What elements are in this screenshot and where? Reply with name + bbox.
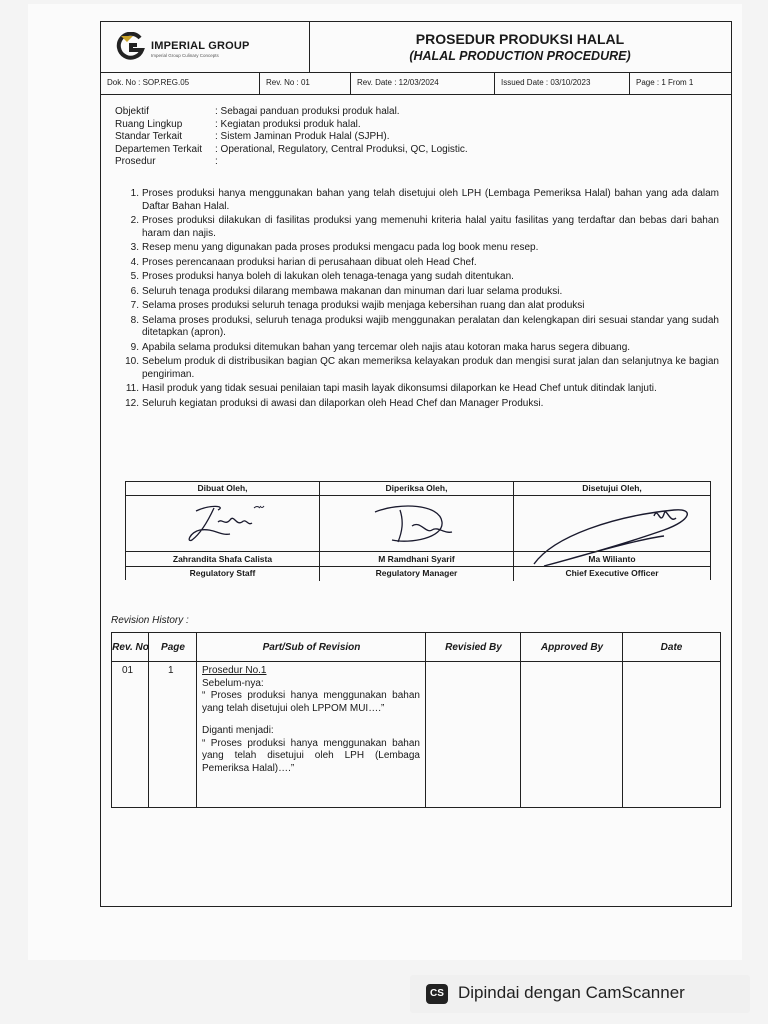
procedure-item — [121, 398, 719, 411]
signatory-position: Regulatory Manager — [375, 568, 458, 578]
procedure-text: Hasil produk yang tidak sesuai penilaian tapi masih layak dikonsumsi dilaporkan ke Head Chef untuk ditindak lanjuti. — [142, 383, 657, 394]
document-title: PROSEDUR PRODUKSI HALAL — [415, 31, 625, 47]
document-meta-row — [101, 72, 731, 95]
revision-after-text: “ Proses produksi hanya menggunakan bahan yang telah disetujui oleh LPH (Lembaga Pemeriksa Halal)….” — [202, 737, 420, 774]
procedure-number: 11. — [125, 383, 139, 394]
procedure-number: 5. — [130, 271, 139, 282]
header-revised-by: Revisied By — [445, 641, 502, 653]
info-value: : — [215, 156, 218, 167]
procedure-text: Proses produksi hanya menggunakan bahan yang telah disetujui oleh LPH (Lembaga Pemeriksa Halal) bahan yang ada dalam Daftar Bahan Halal. — [142, 188, 719, 212]
document-page — [28, 4, 742, 960]
document-header — [101, 22, 731, 73]
signatory-name: Zahrandita Shafa Calista — [126, 551, 319, 567]
revision-header-row — [112, 633, 720, 662]
info-block — [115, 106, 468, 169]
camscanner-text: Dipindai dengan CamScanner — [458, 983, 685, 1002]
signatory-position: Chief Executive Officer — [565, 568, 659, 578]
procedure-text: Seluruh tenaga produksi dilarang membawa makanan dan minuman dari luar selama produksi. — [142, 285, 563, 297]
procedure-item — [121, 215, 719, 240]
procedure-text: Sebelum produk di distribusikan bagian QC akan memeriksa kelayakan produk dan mengisi surat jalan dan selanjutnya ke bagian pengiriman. — [142, 356, 719, 380]
procedure-number: 8. — [130, 314, 139, 326]
procedure-text: Seluruh kegiatan produksi di awasi dan dilaporkan oleh Head Chef dan Manager Produksi. — [142, 397, 544, 409]
revision-history-title: Revision History : — [111, 615, 189, 626]
procedure-item — [121, 342, 719, 355]
info-row — [115, 156, 468, 169]
procedure-text: Selama proses produksi seluruh tenaga produksi wajib menjaga kebersihan ruang dan alat produksi — [142, 300, 585, 311]
signature-role-label: Disetujui Oleh, — [514, 482, 710, 496]
issued-date: Issued Date : 03/10/2023 — [495, 72, 630, 94]
revision-description — [202, 665, 420, 775]
spacer — [202, 715, 420, 725]
signature-column-checked-by — [320, 482, 514, 581]
procedure-item — [121, 242, 719, 255]
procedure-number: 2. — [130, 215, 139, 226]
info-label: Ruang Lingkup — [115, 118, 183, 130]
signature-column-approved-by — [514, 482, 710, 581]
page-number: Page : 1 From 1 — [636, 78, 694, 87]
info-label: Prosedur — [115, 156, 156, 167]
procedure-text: Selama proses produksi, seluruh tenaga produksi wajib menggunakan peralatan dan kelengkapan diri sesuai standar yang sudah ditetapkan (apron). — [142, 314, 719, 338]
info-row — [115, 131, 468, 144]
procedure-text: Apabila selama produksi ditemukan bahan yang tercemar oleh najis atau kotoran maka harus segera dibuang. — [142, 341, 631, 353]
company-name: IMPERIAL GROUP — [151, 40, 250, 52]
signatory-name: M Ramdhani Syarif — [320, 551, 513, 567]
camscanner-badge — [410, 975, 750, 1013]
procedure-item — [121, 271, 719, 284]
procedure-text: Proses perencanaan produksi harian di perusahaan dibuat oleh Head Chef. — [142, 256, 477, 268]
document-frame — [100, 21, 732, 907]
procedure-item — [121, 257, 719, 270]
header-part: Part/Sub of Revision — [262, 641, 361, 653]
procedure-text: Proses produksi dilakukan di fasilitas produksi yang memenuhi kriteria halal yaitu fasilitas yang terdaftar dan bebas dari bahan haram dan najis. — [142, 215, 719, 239]
signatory-name: Ma Wilianto — [514, 551, 710, 567]
title-box — [309, 22, 731, 72]
signature-image — [320, 496, 514, 551]
document-subtitle: (HALAL PRODUCTION PROCEDURE) — [409, 49, 631, 63]
procedure-number: 10. — [125, 356, 139, 367]
revision-after-label: Diganti menjadi: — [202, 725, 274, 736]
info-row — [115, 119, 468, 132]
procedure-text: Resep menu yang digunakan pada proses produksi mengacu pada log book menu resep. — [142, 242, 539, 253]
procedure-list — [121, 188, 719, 412]
info-row — [115, 144, 468, 157]
procedure-item — [121, 356, 719, 381]
info-row — [115, 106, 468, 119]
procedure-number: 4. — [130, 256, 139, 268]
info-value: : Sebagai panduan produksi produk halal. — [215, 106, 400, 117]
procedure-text: Proses produksi hanya boleh di lakukan oleh tenaga-tenaga yang sudah ditentukan. — [142, 271, 514, 282]
procedure-item — [121, 286, 719, 299]
signature-table — [125, 481, 711, 580]
signature-image — [126, 496, 320, 551]
header-page: Page — [161, 641, 185, 653]
company-logo-box — [101, 22, 310, 72]
procedure-number: 12. — [125, 397, 139, 409]
procedure-number: 7. — [130, 300, 139, 311]
procedure-number: 3. — [130, 242, 139, 253]
procedure-number: 6. — [130, 285, 139, 297]
revision-page: 1 — [168, 665, 174, 676]
revision-before-text: “ Proses produksi hanya menggunakan bahan yang telah disetujui oleh LPPOM MUI….” — [202, 690, 420, 714]
procedure-item — [121, 315, 719, 340]
revision-part-title: Prosedur No.1 — [202, 665, 267, 676]
signature-column-made-by — [126, 482, 320, 581]
procedure-item — [121, 300, 719, 313]
info-label: Departemen Terkait — [115, 143, 203, 155]
procedure-number: 9. — [130, 341, 139, 353]
imperial-group-logo-icon — [115, 32, 145, 62]
camscanner-icon: CS — [426, 984, 448, 1004]
header-approved-by: Approved By — [540, 641, 604, 653]
doc-number: Dok. No : SOP.REG.05 — [101, 72, 260, 94]
info-label: Standar Terkait — [115, 131, 183, 142]
signature-role-label: Diperiksa Oleh, — [320, 482, 513, 496]
procedure-number: 1. — [130, 188, 139, 199]
revision-date: Rev. Date : 12/03/2024 — [351, 72, 495, 94]
revision-before-label: Sebelum-nya: — [202, 677, 264, 689]
procedure-item — [121, 188, 719, 213]
company-tagline: Imperial Group Culinary Concepts — [151, 53, 219, 58]
revision-rev-no: 01 — [122, 665, 134, 676]
revision-number: Rev. No : 01 — [260, 72, 351, 94]
header-rev-no: Rev. No — [112, 641, 149, 653]
header-date: Date — [660, 641, 683, 653]
info-value: : Sistem Jaminan Produk Halal (SJPH). — [215, 131, 390, 142]
info-value: : Operational, Regulatory, Central Produksi, QC, Logistic. — [215, 143, 468, 155]
signatory-position: Regulatory Staff — [189, 568, 256, 578]
signature-role-label: Dibuat Oleh, — [126, 482, 319, 496]
procedure-item — [121, 383, 719, 396]
info-value: : Kegiatan produksi produk halal. — [215, 118, 361, 130]
revision-history-table — [111, 632, 721, 808]
info-label: Objektif — [115, 106, 149, 117]
